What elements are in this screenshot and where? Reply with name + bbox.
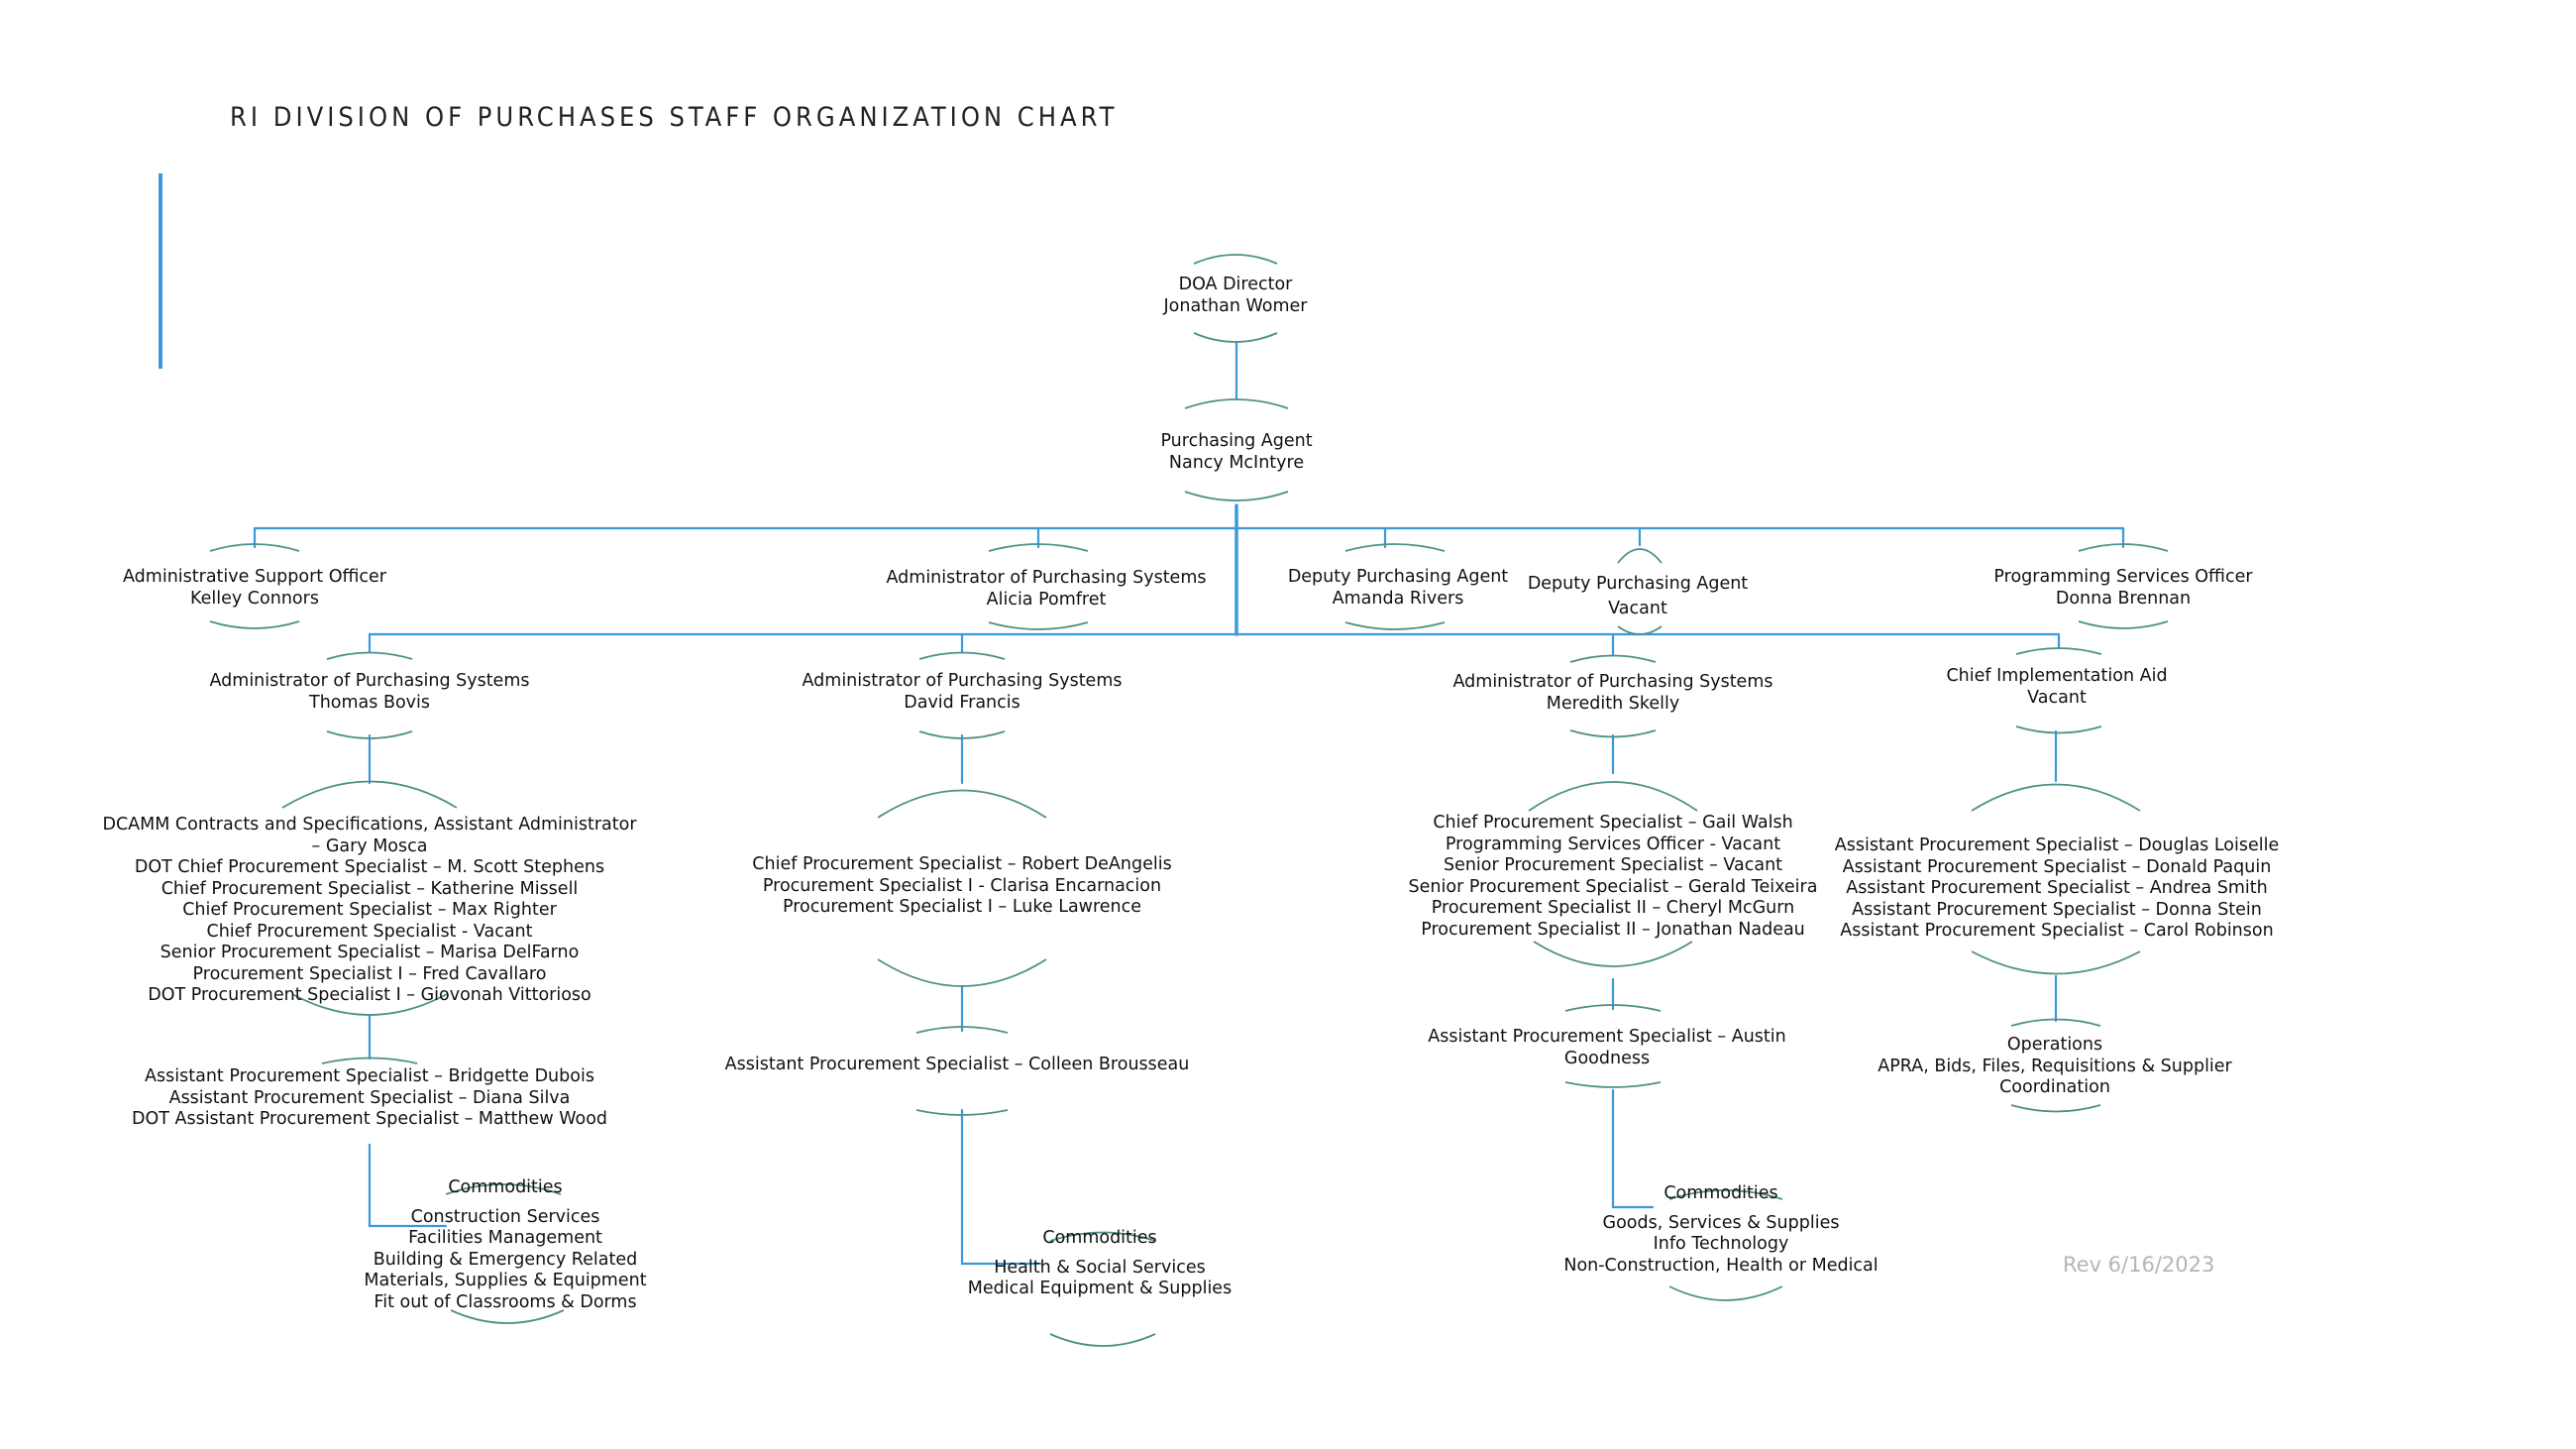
node-deputy-rivers: [1288, 567, 1508, 610]
arc: [1185, 492, 1288, 501]
team-member: – Gary Mosca: [311, 836, 428, 856]
team-member: Assistant Procurement Specialist – Andrea Smith: [1846, 878, 2268, 898]
arc: [1345, 622, 1445, 629]
arc: [1618, 626, 1662, 634]
node-implementation-team: [1835, 836, 2279, 943]
arc: [2016, 726, 2101, 733]
node-deputy-vacant: [1528, 572, 1748, 621]
arc: [1185, 399, 1288, 408]
commodity-item: Goods, Services & Supplies: [1602, 1212, 1840, 1233]
node-title: Deputy Purchasing Agent: [1287, 567, 1509, 587]
commodities-heading: Commodities: [1042, 1228, 1157, 1248]
node-person: Vacant: [2027, 687, 2087, 708]
node-person: Jonathan Womer: [1163, 295, 1308, 316]
node-programming-services-officer: [1993, 567, 2252, 610]
team-member: Goodness: [1563, 1048, 1651, 1068]
team-member: Chief Procurement Specialist – Katherine Missell: [161, 878, 579, 899]
team-member: Senior Procurement Specialist – Gerald Teixeira: [1408, 876, 1818, 897]
commodities-heading: Commodities: [448, 1177, 563, 1197]
node-administrative-support-officer: [123, 567, 386, 610]
arc: [1669, 1286, 1782, 1300]
arc: [1534, 942, 1692, 966]
commodity-item: Health & Social Services: [994, 1257, 1206, 1278]
node-bovis-commodities: [364, 1177, 646, 1313]
team-member: Chief Procurement Specialist – Max Righter: [182, 900, 557, 920]
node-operations: [1878, 1035, 2232, 1099]
team-member: Chief Procurement Specialist - Vacant: [206, 921, 533, 942]
commodity-item: Info Technology: [1653, 1234, 1789, 1254]
team-member: Senior Procurement Specialist – Vacant: [1443, 855, 1783, 875]
node-skelly-team: [1409, 813, 1818, 941]
team-member: Chief Procurement Specialist – Gail Walsh: [1433, 813, 1793, 833]
arc: [989, 622, 1088, 629]
node-person: David Francis: [904, 692, 1020, 713]
node-title: Programming Services Officer: [1993, 567, 2253, 587]
commodity-item: Materials, Supplies & Equipment: [364, 1271, 647, 1290]
revision-date: Rev 6/16/2023: [2063, 1253, 2215, 1277]
node-administrator-francis: [803, 671, 1123, 714]
node-purchasing-agent: [1160, 431, 1312, 474]
commodity-item: Construction Services: [410, 1206, 600, 1227]
arc: [1972, 951, 2140, 974]
arc: [878, 791, 1046, 819]
arc: [2016, 648, 2101, 654]
commodity-item: Facilities Management: [408, 1228, 602, 1248]
node-detail: Coordination: [1999, 1077, 2110, 1097]
node-francis-team: [752, 854, 1171, 919]
commodity-item: Building & Emergency Related: [373, 1249, 638, 1270]
node-francis-assistant: [725, 1055, 1190, 1076]
node-person: Donna Brennan: [2055, 588, 2192, 609]
node-person: Nancy McIntyre: [1168, 452, 1305, 473]
node-person: Amanda Rivers: [1332, 588, 1464, 609]
node-administrator-pomfret: [887, 568, 1207, 611]
arc: [1972, 785, 2140, 812]
arc: [1565, 1082, 1661, 1087]
arc: [1570, 656, 1656, 663]
node-person: Kelley Connors: [190, 588, 319, 609]
arc: [1618, 549, 1662, 563]
node-person: Vacant: [1608, 599, 1667, 618]
node-doa-director: [1163, 275, 1307, 317]
node-person: Meredith Skelly: [1546, 693, 1680, 714]
node-skelly-assistant: [1428, 1027, 1785, 1069]
node-bovis-assistants: [132, 1066, 607, 1131]
arc: [919, 653, 1005, 660]
node-title: Administrator of Purchasing Systems: [209, 671, 530, 691]
arc: [322, 1059, 417, 1064]
team-member: Procurement Specialist II – Cheryl McGurn: [1431, 898, 1795, 918]
node-francis-commodities: [968, 1228, 1232, 1300]
team-member: DCAMM Contracts and Specifications, Assistant Administrator: [102, 815, 637, 835]
team-member: Assistant Procurement Specialist – Carol Robinson: [1840, 921, 2274, 941]
node-title: Administrative Support Officer: [123, 567, 386, 587]
node-title: Purchasing Agent: [1160, 431, 1313, 451]
arc: [2079, 621, 2168, 628]
team-member: Assistant Procurement Specialist – Bridgette Dubois: [145, 1066, 594, 1086]
node-title: Administrator of Purchasing Systems: [802, 671, 1123, 691]
arc: [1529, 782, 1697, 811]
team-member: DOT Assistant Procurement Specialist – Matthew Wood: [131, 1109, 608, 1129]
team-member: Assistant Procurement Specialist – Donald Paquin: [1842, 856, 2272, 877]
team-member: DOT Procurement Specialist I – Giovonah Vittorioso: [148, 985, 591, 1005]
team-member: Assistant Procurement Specialist – Colleen Brousseau: [724, 1055, 1190, 1074]
team-member: Assistant Procurement Specialist – Austin: [1428, 1027, 1786, 1047]
team-member: Procurement Specialist I - Clarisa Encarnacion: [762, 875, 1162, 896]
node-chief-implementation-aid: [1946, 666, 2167, 709]
team-member: Chief Procurement Specialist – Robert DeAngelis: [752, 854, 1172, 874]
arc: [1050, 1334, 1155, 1346]
commodities-heading: Commodities: [1664, 1183, 1778, 1203]
node-detail: APRA, Bids, Files, Requisitions & Supplier: [1878, 1056, 2232, 1076]
team-member: Senior Procurement Specialist – Marisa DelFarno: [160, 943, 580, 962]
node-title: Deputy Purchasing Agent: [1527, 574, 1749, 594]
team-member: Assistant Procurement Specialist – Douglas Loiselle: [1834, 836, 2280, 855]
chart-title: RI DIVISION OF PURCHASES STAFF ORGANIZATION CHART: [230, 102, 1119, 133]
node-title: Operations: [2006, 1035, 2103, 1055]
arc: [1194, 255, 1277, 264]
arc: [282, 782, 457, 809]
arc: [1345, 544, 1445, 551]
node-administrator-skelly: [1453, 672, 1773, 715]
commodity-item: Fit out of Classrooms & Dorms: [374, 1291, 637, 1312]
node-title: Administrator of Purchasing Systems: [1452, 672, 1773, 692]
node-skelly-commodities: [1563, 1183, 1878, 1277]
node-title: Chief Implementation Aid: [1946, 666, 2168, 686]
team-member: Procurement Specialist II – Jonathan Nadeau: [1421, 919, 1805, 940]
commodity-item: Non-Construction, Health or Medical: [1563, 1255, 1878, 1276]
node-title: DOA Director: [1178, 275, 1293, 294]
node-person: Thomas Bovis: [309, 692, 430, 713]
node-title: Administrator of Purchasing Systems: [886, 568, 1207, 588]
team-member: Programming Services Officer - Vacant: [1445, 834, 1781, 854]
team-member: Assistant Procurement Specialist – Donna Stein: [1852, 899, 2262, 920]
arc: [327, 653, 412, 660]
team-member: Assistant Procurement Specialist – Diana Silva: [168, 1087, 571, 1108]
arc: [210, 621, 299, 628]
arc: [878, 959, 1046, 986]
node-administrator-bovis: [210, 671, 530, 714]
node-person: Alicia Pomfret: [986, 589, 1107, 610]
team-member: DOT Chief Procurement Specialist – M. Scott Stephens: [134, 857, 605, 877]
arc: [2011, 1105, 2100, 1112]
team-member: Procurement Specialist I – Fred Cavallaro: [192, 963, 547, 984]
arc: [1194, 333, 1277, 342]
node-bovis-team: [102, 815, 636, 1007]
commodity-item: Medical Equipment & Supplies: [967, 1279, 1233, 1298]
team-member: Procurement Specialist I – Luke Lawrence: [782, 897, 1142, 917]
